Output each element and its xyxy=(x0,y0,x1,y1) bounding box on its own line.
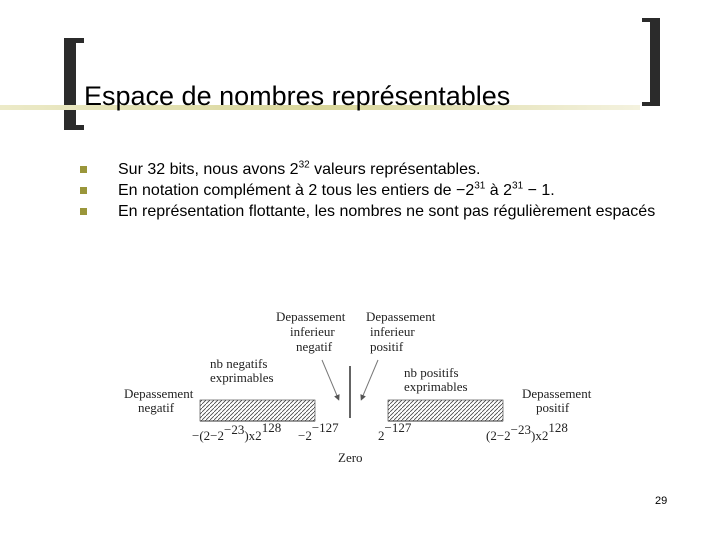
bullet-square-icon xyxy=(80,208,87,215)
label-pos-min: 2−127 xyxy=(378,420,412,443)
label-dep-inf-neg-1: Depassement xyxy=(276,309,346,324)
label-dep-pos-2: positif xyxy=(536,400,570,415)
negative-representable-band xyxy=(200,400,315,421)
label-neg-max: −(2−2−23)x2128 xyxy=(192,420,282,443)
label-nb-positifs-2: exprimables xyxy=(404,379,468,394)
page-number: 29 xyxy=(655,495,668,507)
label-dep-inf-neg-2: inferieur xyxy=(290,324,335,339)
label-nb-negatifs-2: exprimables xyxy=(210,370,274,385)
label-neg-min: −2−127 xyxy=(298,420,339,443)
label-dep-inf-neg-3: negatif xyxy=(296,339,333,354)
label-zero: Zero xyxy=(338,450,363,465)
label-dep-inf-pos-2: inferieur xyxy=(370,324,415,339)
label-pos-max: (2−2−23)x2128 xyxy=(486,420,568,443)
float-range-diagram xyxy=(110,300,620,470)
bullet-list xyxy=(80,159,670,222)
label-dep-inf-pos-3: positif xyxy=(370,339,404,354)
label-dep-pos-1: Depassement xyxy=(522,386,592,401)
bullet-item: En notation complément à 2 tous les entiers de $-2^{31}$ à $2^{31} - 1$. xyxy=(80,180,670,201)
bullet-square-icon xyxy=(80,166,87,173)
bullet-item: Sur 32 bits, nous avons $2^{32}$ valeurs représentables. xyxy=(80,159,670,180)
slide-title: Espace de nombres représentables xyxy=(84,81,511,111)
label-dep-neg-2: negatif xyxy=(138,400,175,415)
label-dep-neg-1: Depassement xyxy=(124,386,194,401)
arrow-underflow-neg xyxy=(322,360,338,398)
bullet-item: En représentation flottante, les nombres ne sont pas régulièrement espacés xyxy=(80,201,670,222)
label-nb-positifs-1: nb positifs xyxy=(404,365,459,380)
arrow-underflow-pos xyxy=(362,360,378,398)
bullet-square-icon xyxy=(80,187,87,194)
label-dep-inf-pos-1: Depassement xyxy=(366,309,436,324)
positive-representable-band xyxy=(388,400,503,421)
label-nb-negatifs-1: nb negatifs xyxy=(210,356,268,371)
